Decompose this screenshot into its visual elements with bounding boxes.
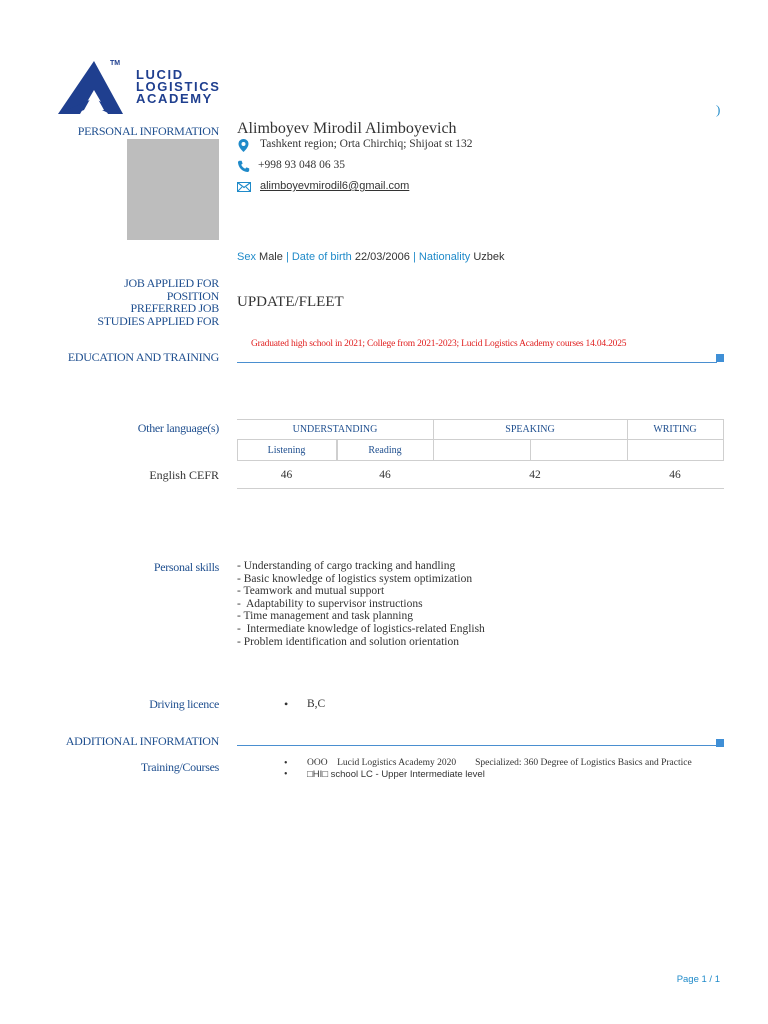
section-divider-marker [716,739,724,747]
separator: | [412,251,416,263]
table-border [723,419,724,460]
section-divider-marker [716,354,724,362]
profile-photo [127,139,219,240]
logo-line-3: ACADEMY [136,91,213,106]
skill-item: - Intermediate knowledge of logistics-related English [237,622,485,635]
skill-item: - Problem identification and solution orientation [237,635,459,648]
table-border [530,439,531,460]
skills-list [237,560,485,648]
logo-line-1: LUCID [136,67,184,82]
label-additional-information: ADDITIONAL INFORMATION [65,734,219,748]
training-item-2 [307,769,485,780]
language-name: English CEFR [149,468,219,482]
label-education-and-training: EDUCATION AND TRAINING [67,350,219,364]
dob-value: 22/03/2006 [354,251,410,263]
logo-trademark: TM [110,60,121,67]
dob-label: Date of birth [291,251,352,263]
subheader-reading: Reading [368,445,402,456]
listening-score: 46 [280,469,293,481]
speaking-score: 42 [529,469,541,481]
personal-details-line [237,251,505,263]
job-applied-value: UPDATE/FLEET [237,294,344,310]
label-preferred-job: PREFERRED JOB [130,301,219,316]
skill-item: - Understanding of cargo tracking and handling [237,560,456,572]
page-number: Page 1 / 1 [676,974,720,985]
label-position: POSITION [166,288,219,303]
missing-glyph-box: □ [322,769,328,780]
label-personal-skills: Personal skills [153,560,219,574]
table-border [237,439,724,440]
writing-score: 46 [669,469,681,481]
person-name: Alimboyev Mirodil Alimboyevich [237,120,457,137]
label-job-applied-block [97,277,219,327]
header-speaking: SPEAKING [505,424,555,435]
label-driving-licence: Driving licence [149,697,219,711]
table-border [237,488,724,489]
logo-wordmark [136,69,220,105]
reading-score: 46 [379,469,391,481]
section-divider [237,362,717,363]
training-company: OOO [307,758,328,768]
email-icon [237,182,251,192]
training-school-text: school LC - Upper Intermediate level [328,769,485,780]
label-training-courses: Training/Courses [140,760,219,774]
location-pin-icon [238,139,249,152]
separator: | [285,251,289,263]
stray-character: ) [716,102,721,117]
training-academy: Lucid Logistics Academy 2020 [337,758,457,768]
nationality-label: Nationality [418,251,471,263]
sex-value: Male [259,251,283,263]
label-studies-applied-for: STUDIES APPLIED FOR [97,313,219,328]
phone-icon [237,160,250,173]
phone-text: +998 93 048 06 35 [258,159,345,171]
header-writing: WRITING [653,424,697,435]
training-item-1 [307,758,692,768]
training-specialization: Specialized: 360 Degree of Logistics Basics and Practice [475,758,692,768]
bullet-dot: • [284,758,288,769]
bullet-dot: • [284,697,289,711]
skill-item: - Adaptability to supervisor instructions [237,597,423,610]
logo-line-2: LOGISTICS [136,79,221,94]
driving-licence-value: B,C [307,698,326,710]
training-school-abbr: HI [312,769,323,780]
nationality-value: Uzbek [473,251,505,263]
sex-label: Sex [237,251,256,263]
subheader-listening: Listening [267,445,306,456]
address-text: Tashkent region; Orta Chirchiq; Shijoat st 132 [260,138,473,150]
table-border [237,419,724,420]
bullet-dot: • [284,769,288,780]
missing-glyph-box: □ [307,769,313,780]
skill-item: - Basic knowledge of logistics system optimization [237,572,473,585]
section-divider [237,745,717,746]
label-personal-information: PERSONAL INFORMATION [77,124,219,138]
email-link[interactable]: alimboyevmirodil6@gmail.com [260,180,410,192]
table-border [237,460,724,461]
label-other-languages: Other language(s) [137,421,219,435]
education-text: Graduated high school in 2021; College from 2021-2023; Lucid Logistics Academy courses 14.04.2025 [251,339,627,349]
header-understanding: UNDERSTANDING [292,424,378,435]
skill-item: - Time management and task planning [237,610,413,623]
label-job-applied-for: JOB APPLIED FOR [124,276,219,290]
skill-item: - Teamwork and mutual support [237,585,385,598]
